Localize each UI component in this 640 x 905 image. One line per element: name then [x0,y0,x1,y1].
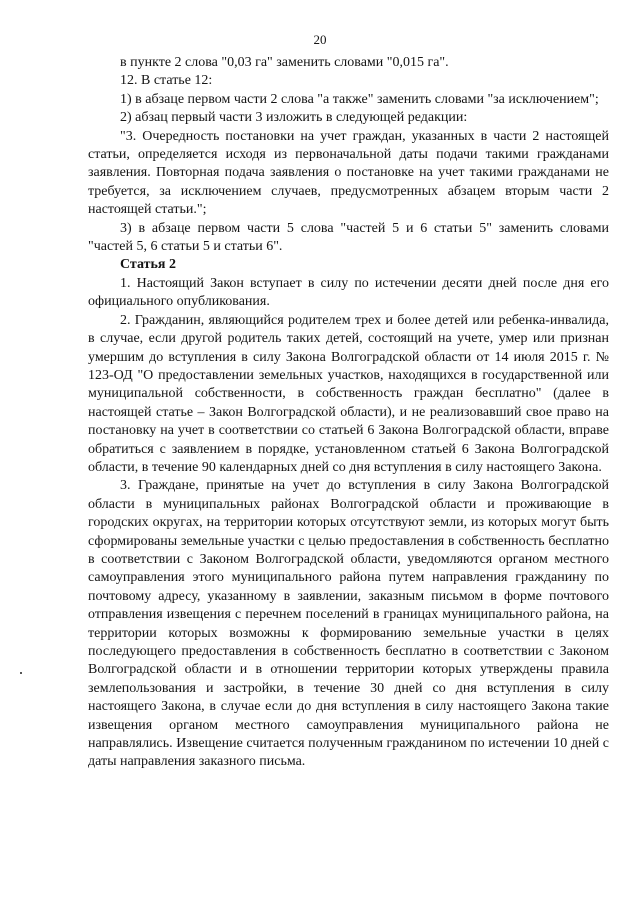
paragraph: в пункте 2 слова "0,03 га" заменить словами "0,015 га". [120,55,449,70]
paragraph: 3. Граждане, принятые на учет до вступления в силу Закона Волгоградской области в муниципальных районах Волгоградской области и проживающие в городских округах, на территории которых отсутствуют земли, из которых могут быть сформированы земельные участки с целью предоставления в собственность бесплатно в соответствии с Законом Волгоградской области, уведомляются органом местного самоуправления этого муниципального района путем направления гражданину по почтовому адресу, указанному в заявлении, заказным письмом в форме почтового отправления извещения с перечнем поселений в границах муниципального района, на территории которых возможны к формированию земельные участки в целях последующего предоставления в собственность бесплатно в соответствии с Законом Волгоградской области и в отношении территории которых утверждены правила землепользования и застройки, в течение 30 дней со дня вступления в силу настоящего Закона, в случае если до дня вступления в силу настоящего Закона такие извещения органом местного самоуправления муниципального района не направлялись. Извещение считается полученным гражданином по истечении 10 дней с даты направления заказного письма. [88,478,609,770]
document-body [88,54,609,772]
paragraph: 1. Настоящий Закон вступает в силу по истечении десяти дней после дня его официального опубликования. [88,275,609,310]
paragraph: "3. Очередность постановки на учет граждан, указанных в части 2 настоящей статьи, определяется исходя из первоначальной даты подачи такими гражданами заявления. Повторная подача заявления о постановке на учет такими гражданами не требуется, за исключением случаев, предусмотренных абзацем вторым части 2 настоящей статьи."; [88,128,609,218]
paragraph: 3) в абзаце первом части 5 слова "частей 5 и 6 статьи 5" заменить словами "частей 5, 6 статьи 5 и статьи 6". [88,220,609,255]
scan-speck [20,672,22,674]
page-number: 20 [313,32,327,47]
paragraph: 1) в абзаце первом части 2 слова "а также" заменить словами "за исключением"; [120,91,599,107]
article-heading: Статья 2 [120,257,176,273]
paragraph: 2) абзац первый части 3 изложить в следующей редакции: [120,110,468,126]
paragraph: 12. В статье 12: [120,73,213,89]
paragraph: 2. Гражданин, являющийся родителем трех и более детей или ребенка-инвалида, в случае, если другой родитель таких детей, состоящий на учете, умер или признан умершим до вступления в силу Закона Волгоградской области от 14 июля 2015 г. № 123-ОД "О предоставлении земельных участков, находящихся в государственной или муниципальной собственности, в собственность граждан бесплатно" (далее в настоящей статье – Закон Волгоградской области), и не реализовавший свое право на постановку на учет в соответствии со статьей 6 Закона Волгоградской области, вправе обратиться с заявлением в порядке, установленном статьей 6 Закона Волгоградской области, в течение 90 календарных дней со дня вступления в силу настоящего Закона. [88,312,609,475]
